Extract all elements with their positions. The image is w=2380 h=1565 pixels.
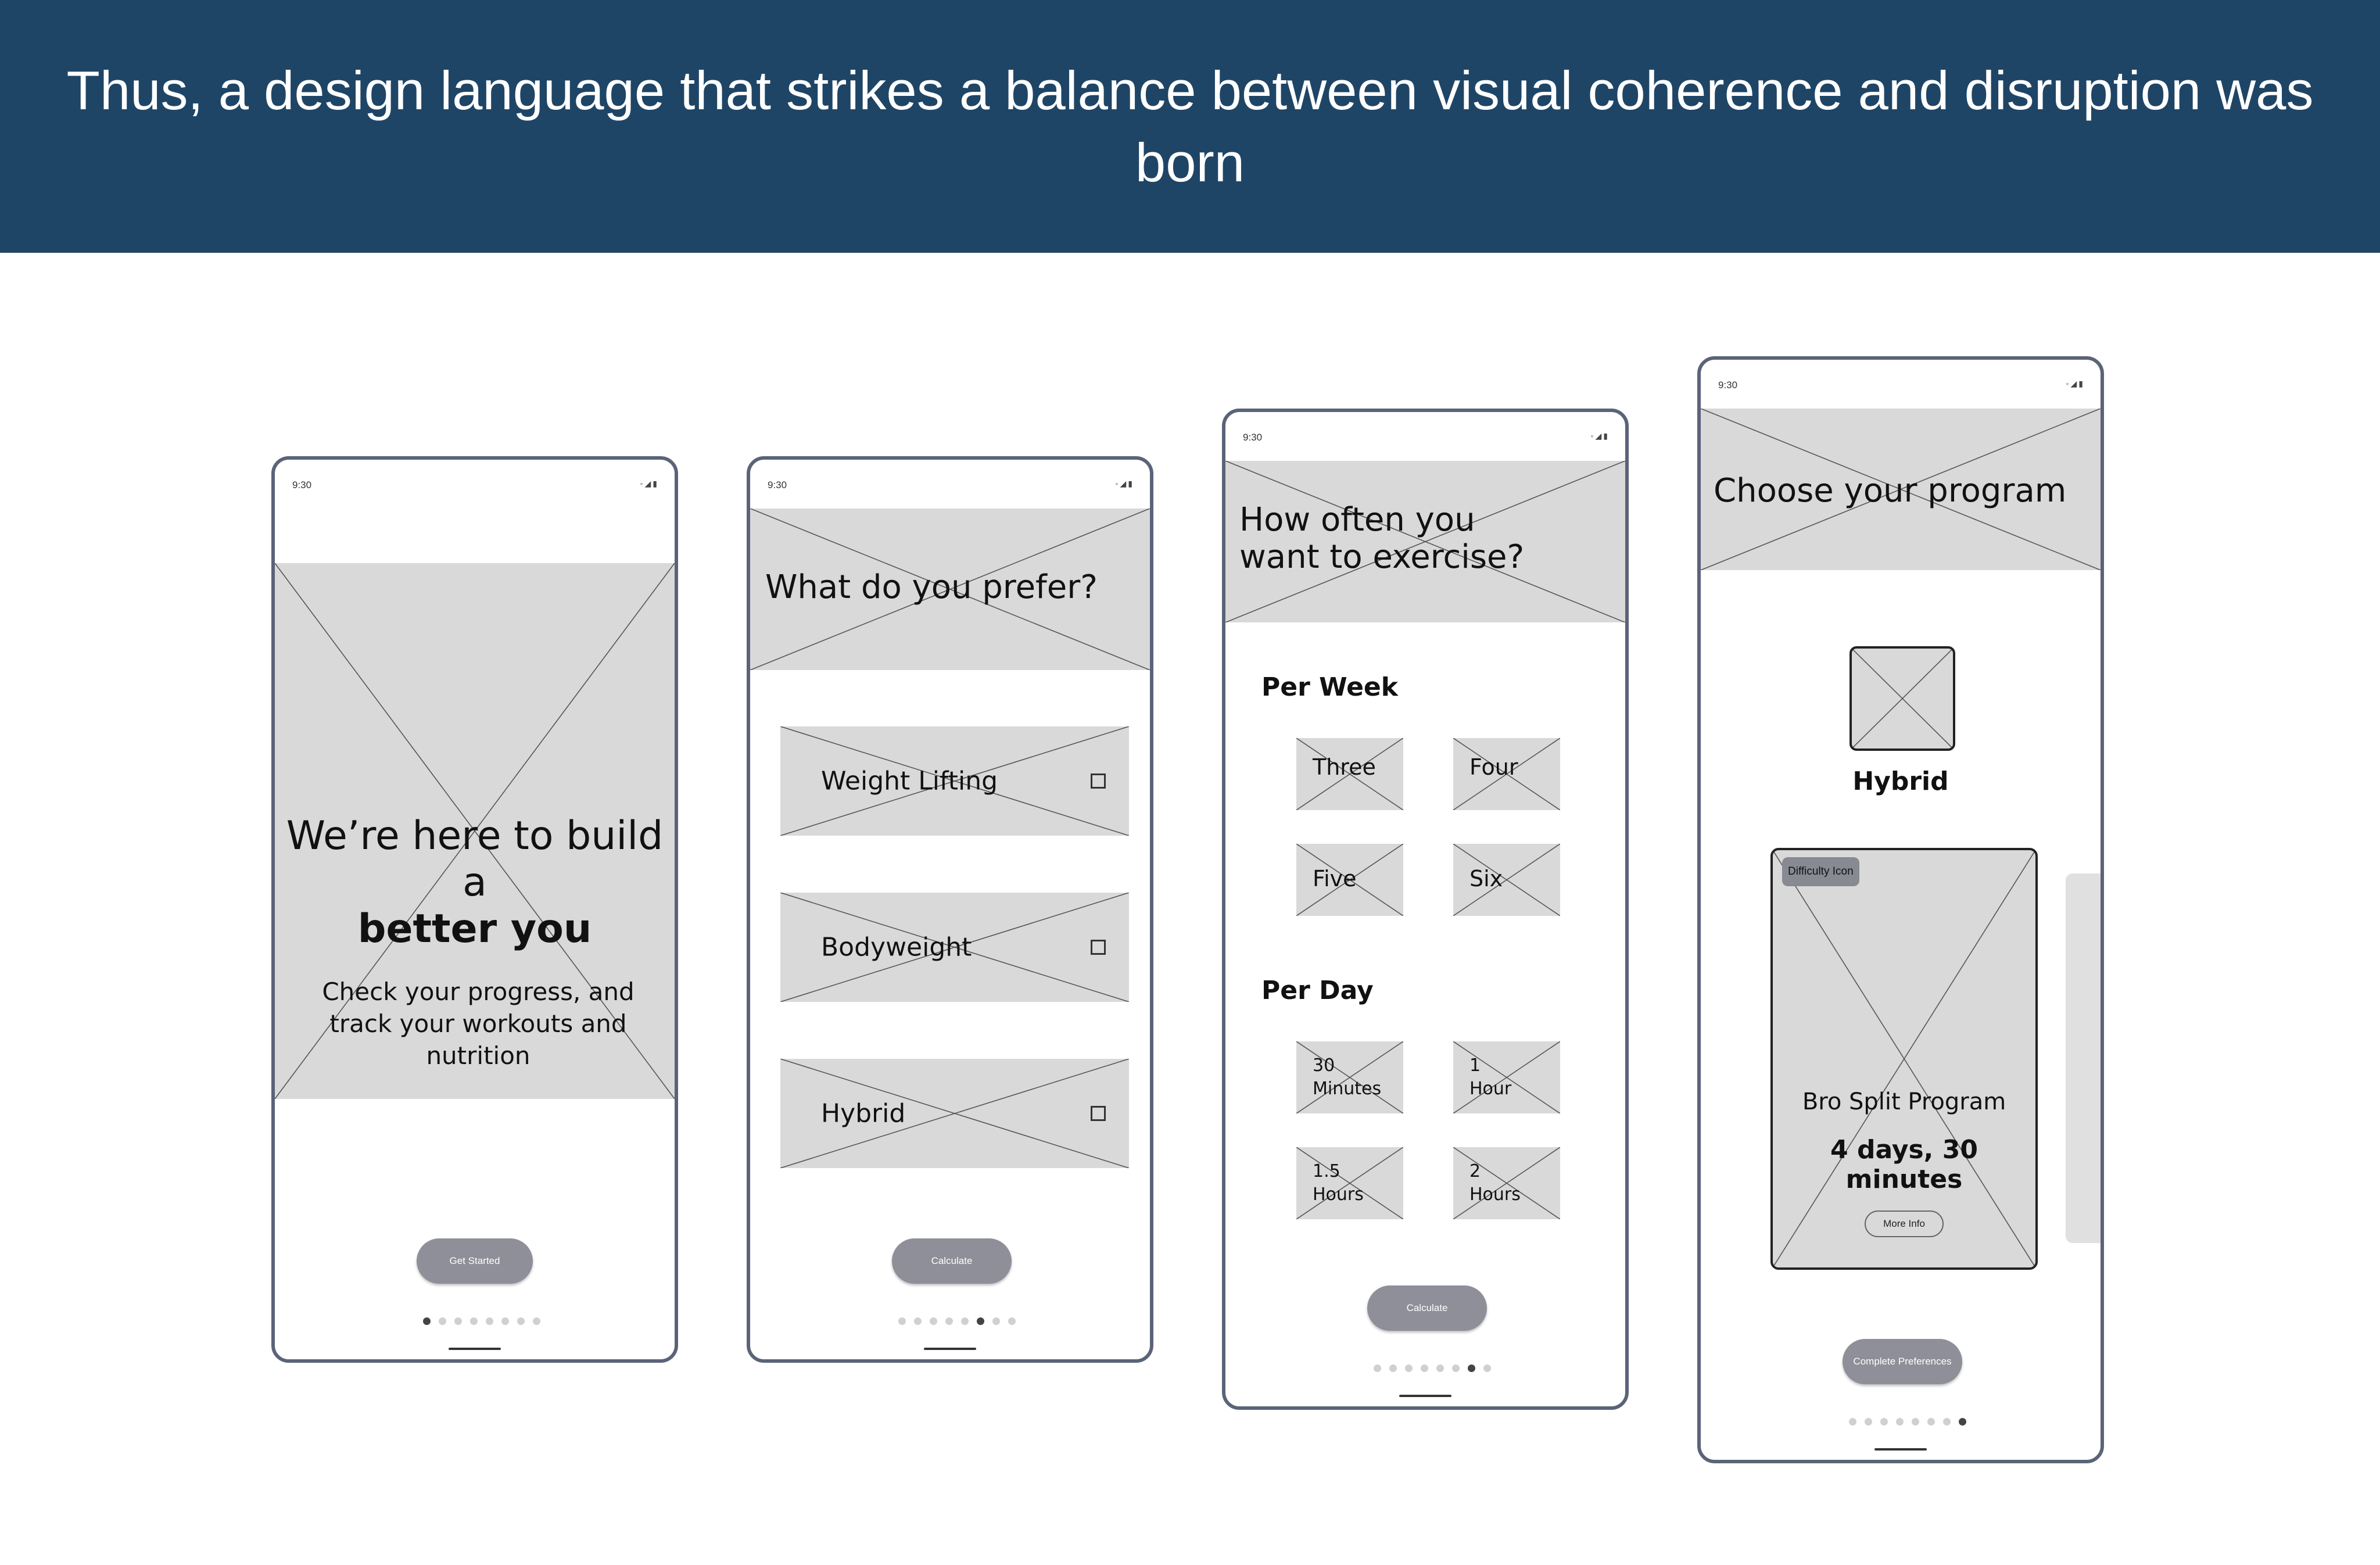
page-dot[interactable]	[930, 1317, 937, 1325]
banner-title: Thus, a design language that strikes a balance between visual coherence and disruption was born	[66, 59, 2314, 193]
per-week-label: Per Week	[1261, 672, 1399, 702]
status-icons	[640, 479, 657, 488]
page-dot[interactable]	[1483, 1365, 1491, 1372]
battery-icon: ▮	[2078, 379, 2083, 388]
page-dot[interactable]	[470, 1317, 478, 1325]
chip-label: Four	[1469, 754, 1518, 780]
option-checkbox[interactable]	[1091, 940, 1106, 955]
screen-heading: What do you prefer?	[765, 568, 1098, 606]
page-dot[interactable]	[1912, 1418, 1919, 1426]
chip-label: 1 Hour	[1469, 1055, 1512, 1099]
wifi-icon: ◦	[640, 479, 643, 488]
page-dot[interactable]	[1421, 1365, 1428, 1372]
page-dot[interactable]	[977, 1317, 984, 1325]
status-time: 9:30	[1718, 379, 1738, 391]
hero-title-line2: better you	[357, 906, 592, 952]
page-dot[interactable]	[1849, 1418, 1856, 1426]
battery-icon: ▮	[1128, 479, 1132, 488]
get-started-button[interactable]: Get Started	[417, 1238, 533, 1284]
page-dot[interactable]	[1468, 1365, 1475, 1372]
option-five[interactable]	[1296, 844, 1403, 916]
status-icons	[1116, 479, 1132, 488]
page-dot[interactable]	[992, 1317, 1000, 1325]
card-subtitle: 4 days, 30 minutes	[1830, 1135, 1978, 1194]
program-card[interactable]	[1770, 848, 2038, 1270]
page-dot[interactable]	[1436, 1365, 1444, 1372]
header-image-placeholder	[1701, 409, 2101, 570]
page-dot[interactable]	[1865, 1418, 1872, 1426]
page-dot[interactable]	[1389, 1365, 1397, 1372]
chip-label: Three	[1313, 754, 1376, 780]
option-label: Hybrid	[821, 1098, 906, 1129]
page-dot[interactable]	[1452, 1365, 1460, 1372]
phone-welcome-screen	[271, 456, 678, 1363]
option-label: Bodyweight	[821, 932, 972, 962]
calculate-button[interactable]: Calculate	[1367, 1285, 1487, 1331]
signal-icon: ◢	[1120, 479, 1127, 488]
page-dot[interactable]	[517, 1317, 525, 1325]
home-indicator[interactable]	[1874, 1448, 1927, 1451]
page-dot[interactable]	[945, 1317, 953, 1325]
hybrid-icon	[1849, 646, 1955, 751]
page-indicator	[1849, 1418, 1966, 1426]
home-indicator[interactable]	[1399, 1395, 1451, 1397]
page-dot[interactable]	[914, 1317, 922, 1325]
difficulty-badge: Difficulty Icon	[1782, 857, 1859, 886]
header-image-placeholder	[750, 508, 1150, 670]
home-indicator[interactable]	[449, 1348, 501, 1350]
status-icons	[2066, 379, 2083, 388]
page-dot[interactable]	[898, 1317, 906, 1325]
page-dot[interactable]	[1008, 1317, 1016, 1325]
page-dot[interactable]	[423, 1317, 431, 1325]
more-info-button[interactable]: More Info	[1865, 1211, 1944, 1237]
page-dot[interactable]	[1927, 1418, 1935, 1426]
chip-label: 1.5 Hours	[1313, 1161, 1364, 1205]
screen-heading: How often you want to exercise?	[1239, 501, 1525, 576]
battery-icon: ▮	[1603, 431, 1608, 441]
option-four[interactable]	[1453, 738, 1560, 810]
chip-label: Five	[1313, 865, 1357, 891]
screen-heading: Choose your program	[1714, 472, 2067, 510]
option-three[interactable]	[1296, 738, 1403, 810]
header-image-placeholder	[1225, 461, 1625, 622]
page-indicator	[1374, 1365, 1491, 1372]
status-time: 9:30	[768, 479, 787, 490]
option-hybrid[interactable]	[780, 1059, 1129, 1168]
hero-image-placeholder	[275, 563, 675, 1099]
option-weight-lifting[interactable]	[780, 726, 1129, 836]
hero-title	[275, 813, 675, 952]
header-banner	[0, 0, 2380, 253]
option-six[interactable]	[1453, 844, 1560, 916]
next-card-peek[interactable]	[2066, 873, 2104, 1243]
option-30-minutes[interactable]	[1296, 1041, 1403, 1113]
hero-title-line1: We’re here to build a	[286, 813, 664, 905]
status-icons	[1591, 432, 1608, 440]
page-dot[interactable]	[1896, 1418, 1904, 1426]
chip-label: Six	[1469, 865, 1503, 891]
page-dot[interactable]	[1374, 1365, 1381, 1372]
page-dot[interactable]	[1959, 1418, 1966, 1426]
wifi-icon: ◦	[2066, 379, 2069, 388]
option-checkbox[interactable]	[1091, 1106, 1106, 1121]
per-day-label: Per Day	[1261, 976, 1374, 1005]
page-dot[interactable]	[501, 1317, 509, 1325]
page-dot[interactable]	[533, 1317, 540, 1325]
card-title: Bro Split Program	[1802, 1088, 2006, 1115]
battery-icon: ▮	[653, 479, 657, 488]
signal-icon: ◢	[1595, 431, 1602, 441]
page-dot[interactable]	[1405, 1365, 1413, 1372]
complete-preferences-button[interactable]: Complete Preferences	[1843, 1339, 1962, 1384]
option-2-hours[interactable]	[1453, 1147, 1560, 1219]
phone-program-screen	[1697, 356, 2104, 1463]
phone-preference-screen	[747, 456, 1153, 1363]
signal-icon: ◢	[644, 479, 651, 488]
home-indicator[interactable]	[924, 1348, 976, 1350]
hero-subtitle: Check your progress, and track your workouts and nutrition	[322, 977, 635, 1070]
wifi-icon: ◦	[1590, 431, 1594, 441]
option-1-5-hours[interactable]	[1296, 1147, 1403, 1219]
page-indicator	[898, 1317, 1016, 1325]
page-dot[interactable]	[961, 1317, 969, 1325]
option-label: Weight Lifting	[821, 766, 998, 796]
status-time: 9:30	[1243, 432, 1263, 443]
page-dot[interactable]	[454, 1317, 462, 1325]
page-dot[interactable]	[486, 1317, 493, 1325]
wifi-icon: ◦	[1115, 479, 1119, 488]
option-bodyweight[interactable]	[780, 893, 1129, 1002]
page-dot[interactable]	[1880, 1418, 1888, 1426]
page-dot[interactable]	[439, 1317, 446, 1325]
page-indicator	[423, 1317, 540, 1325]
option-checkbox[interactable]	[1091, 773, 1106, 789]
option-1-hour[interactable]	[1453, 1041, 1560, 1113]
chip-label: 30 Minutes	[1313, 1055, 1382, 1099]
phone-frequency-screen	[1222, 409, 1629, 1410]
signal-icon: ◢	[2070, 379, 2077, 388]
calculate-button[interactable]: Calculate	[892, 1238, 1012, 1284]
chip-label: 2 Hours	[1469, 1161, 1521, 1205]
program-type-label: Hybrid	[1852, 767, 1949, 796]
page-dot[interactable]	[1943, 1418, 1951, 1426]
status-time: 9:30	[292, 479, 312, 490]
